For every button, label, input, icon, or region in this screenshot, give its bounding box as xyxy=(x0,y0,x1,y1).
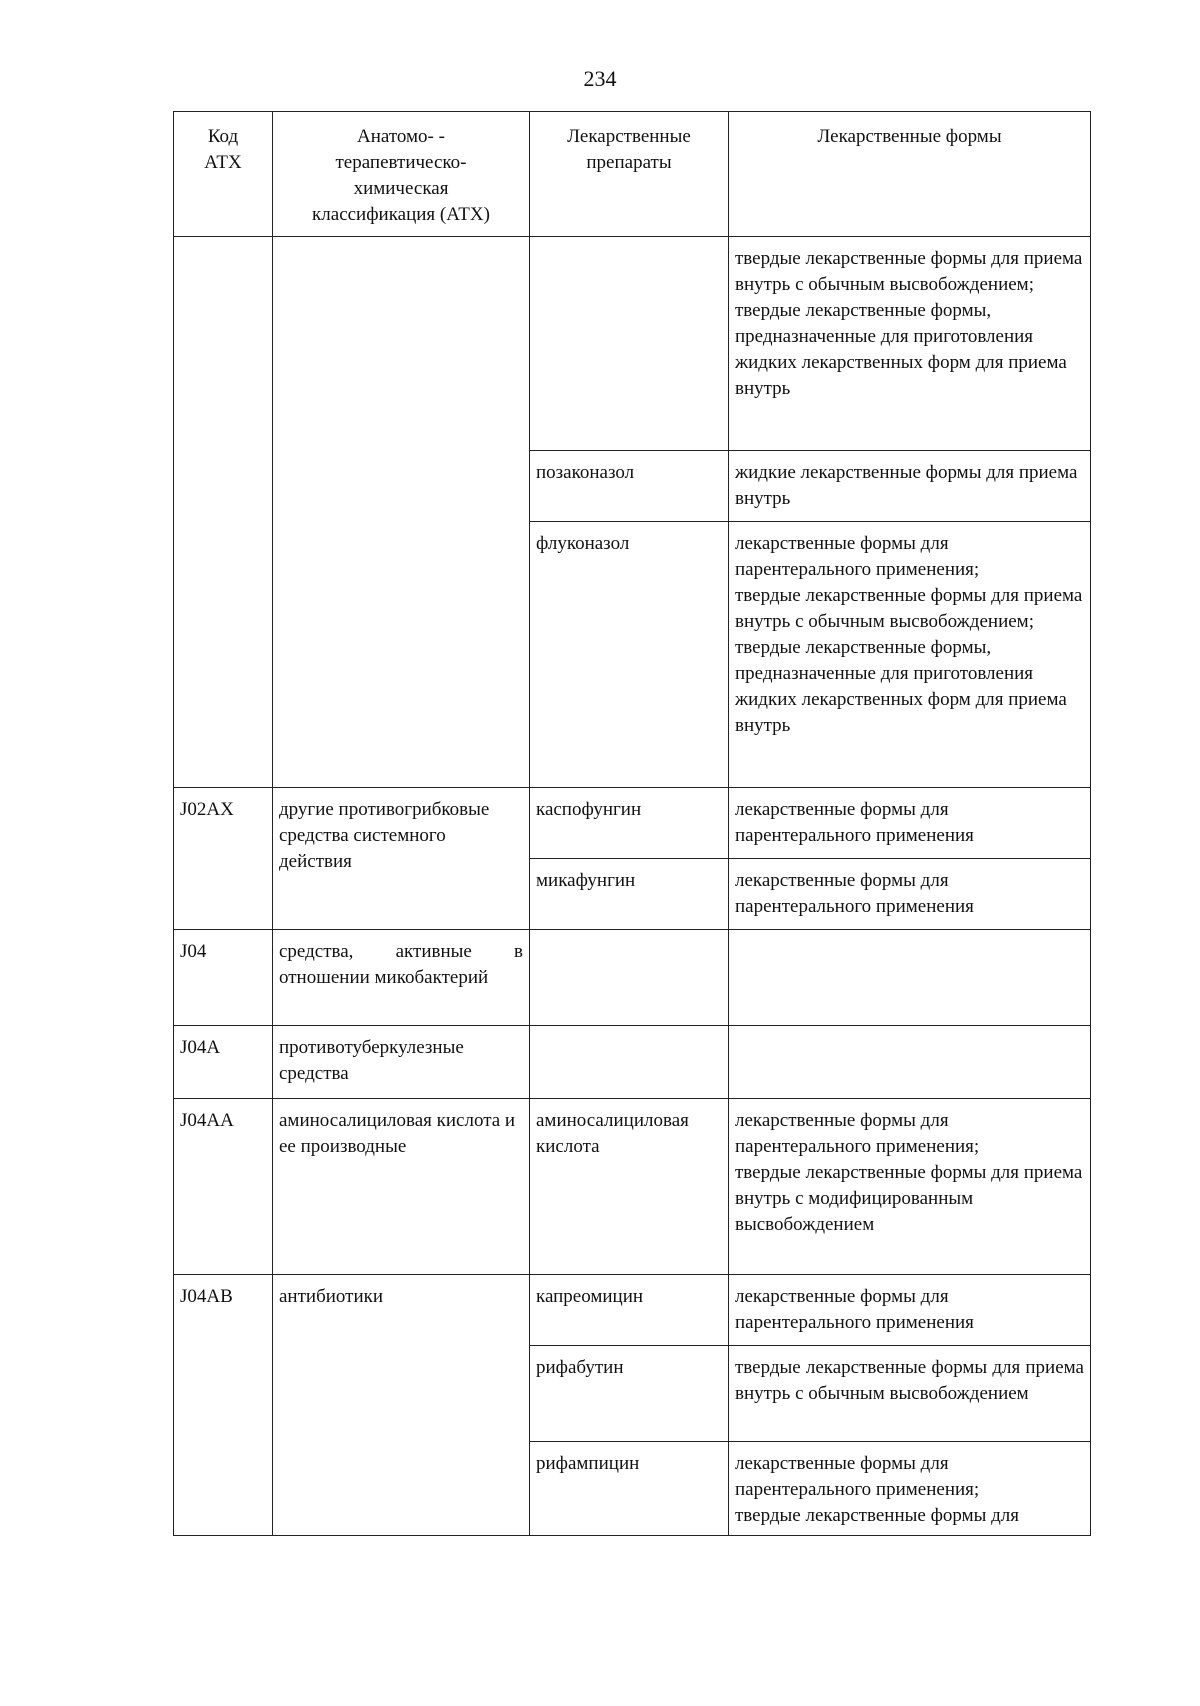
header-drugs: Лекарственные препараты xyxy=(530,112,729,237)
forms-cell: жидкие лекарственные формы для приема внутрь xyxy=(729,451,1091,522)
drug-cell: позаконазол xyxy=(530,451,729,522)
drug-cell: флуконазол xyxy=(530,522,729,788)
atx-cell: антибиотики xyxy=(273,1275,530,1536)
drug-cell xyxy=(530,237,729,451)
atx-drug-table xyxy=(173,111,1091,1536)
code-cell: J04AA xyxy=(174,1099,273,1275)
atx-cell: средства, активные в отношении микобактерий xyxy=(273,930,530,1026)
drug-cell: каспофунгин xyxy=(530,788,729,859)
drug-cell: рифабутин xyxy=(530,1346,729,1442)
forms-cell: лекарственные формы для парентерального применения xyxy=(729,788,1091,859)
header-code: Код АТХ xyxy=(174,112,273,237)
forms-cell: лекарственные формы для парентерального применения; твердые лекарственные формы для xyxy=(729,1442,1091,1536)
table-row xyxy=(174,237,1091,451)
table-row xyxy=(174,1099,1091,1275)
forms-cell: лекарственные формы для парентерального применения; твердые лекарственные формы для приема внутрь с обычным высвобождением; твердые лекарственные формы, предназначенные для приготовления жидких лекарственных форм для приема внутрь xyxy=(729,522,1091,788)
drug-cell: рифампицин xyxy=(530,1442,729,1536)
drug-cell: аминосалициловая кислота xyxy=(530,1099,729,1275)
code-cell: J04A xyxy=(174,1026,273,1099)
drug-cell xyxy=(530,930,729,1026)
page-number: 234 xyxy=(583,66,617,91)
forms-cell: твердые лекарственные формы для приема внутрь с обычным высвобождением; твердые лекарственные формы, предназначенные для приготовления жидких лекарственных форм для приема внутрь xyxy=(729,237,1091,451)
forms-cell xyxy=(729,930,1091,1026)
table-header-row xyxy=(174,112,1091,237)
table-row xyxy=(174,1026,1091,1099)
code-cell xyxy=(174,237,273,788)
forms-cell: лекарственные формы для парентерального применения xyxy=(729,859,1091,930)
atx-cell: аминосалициловая кислота и ее производные xyxy=(273,1099,530,1275)
atx-cell: другие противогрибковые средства системного действия xyxy=(273,788,530,930)
table-row xyxy=(174,930,1091,1026)
atx-cell: противотуберкулезные средства xyxy=(273,1026,530,1099)
table-row xyxy=(174,788,1091,859)
forms-cell: лекарственные формы для парентерального применения xyxy=(729,1275,1091,1346)
drug-cell xyxy=(530,1026,729,1099)
forms-cell xyxy=(729,1026,1091,1099)
code-cell: J04 xyxy=(174,930,273,1026)
forms-cell: лекарственные формы для парентерального применения; твердые лекарственные формы для приема внутрь с модифицированным высвобождением xyxy=(729,1099,1091,1275)
code-cell: J02AX xyxy=(174,788,273,930)
atx-cell xyxy=(273,237,530,788)
code-cell: J04AB xyxy=(174,1275,273,1536)
header-atx: Анатомо- - терапевтическо- химическая классификация (АТХ) xyxy=(273,112,530,237)
header-forms: Лекарственные формы xyxy=(729,112,1091,237)
forms-cell: твердые лекарственные формы для приема внутрь с обычным высвобождением xyxy=(729,1346,1091,1442)
drug-cell: капреомицин xyxy=(530,1275,729,1346)
drug-cell: микафунгин xyxy=(530,859,729,930)
table-row xyxy=(174,1275,1091,1346)
